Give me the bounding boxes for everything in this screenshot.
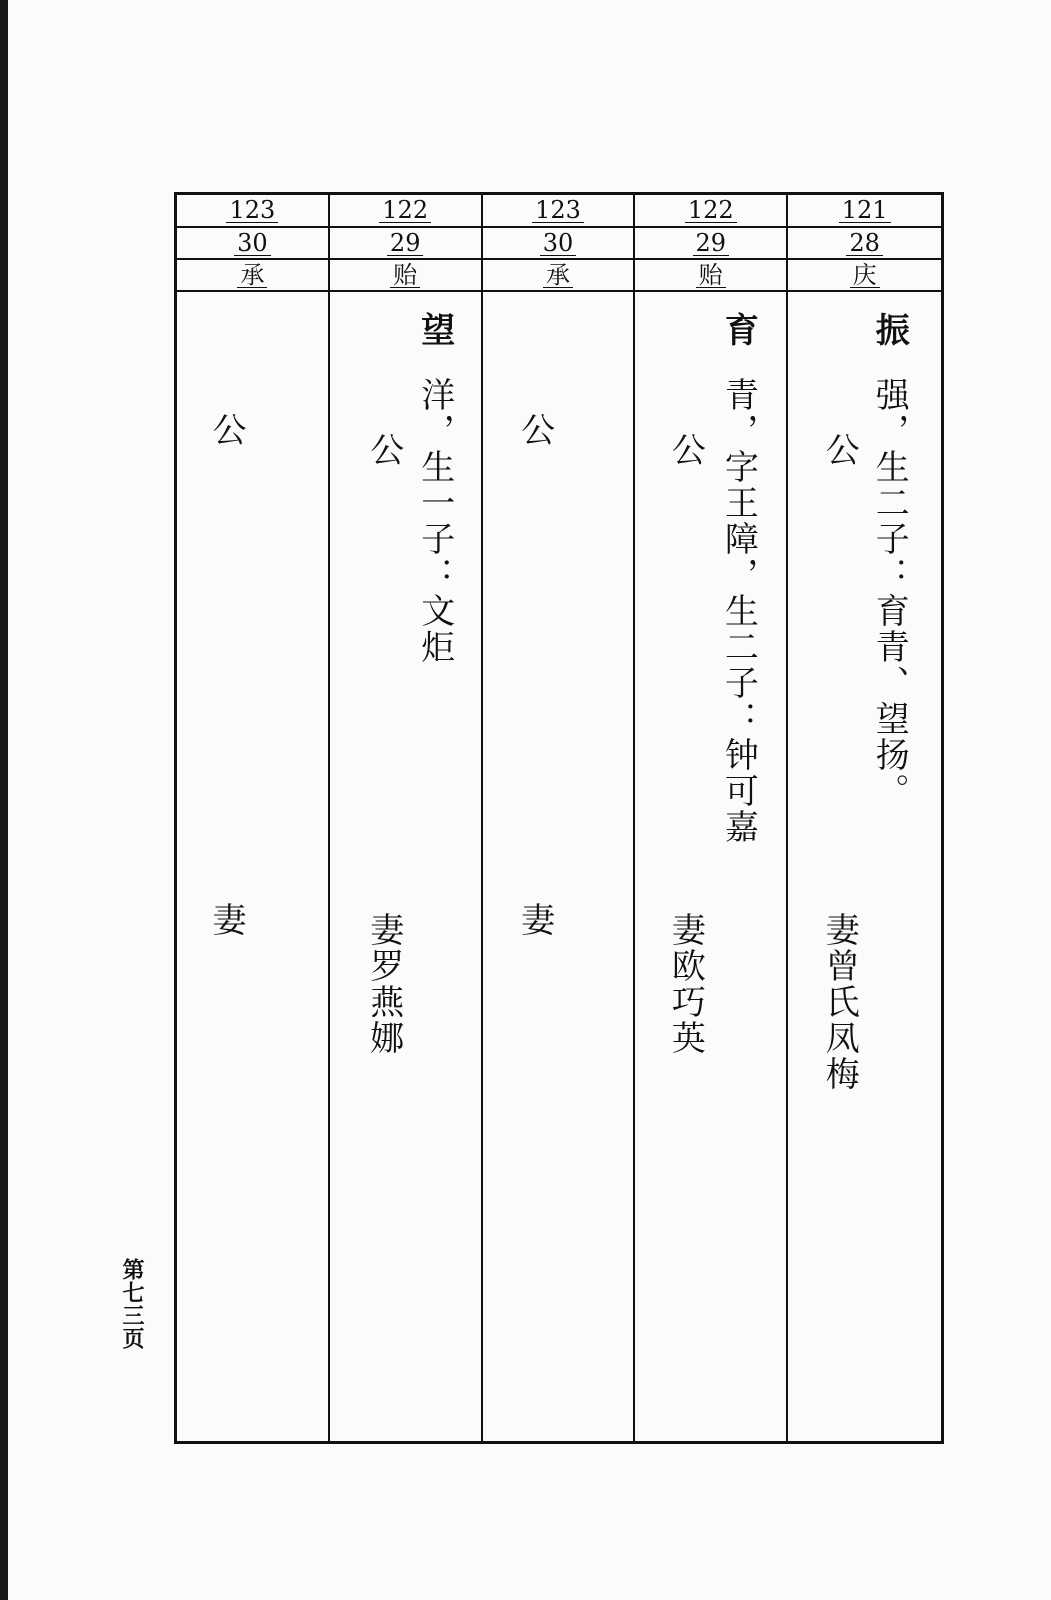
col5-body bbox=[788, 292, 941, 1441]
scan-edge bbox=[0, 0, 8, 1600]
col4-gong: 公 bbox=[665, 432, 706, 468]
col2-num-a: 122 bbox=[330, 195, 483, 228]
col3-gong: 公 bbox=[514, 412, 555, 448]
col5-given-name: 振 bbox=[869, 312, 910, 348]
col5-gong: 公 bbox=[819, 432, 860, 468]
col1-num-b: 30 bbox=[177, 228, 330, 260]
col4-body bbox=[635, 292, 788, 1441]
page-number: 第七三页 bbox=[119, 1258, 144, 1350]
col3-wife: 妻 bbox=[514, 902, 555, 938]
genealogy-table bbox=[174, 192, 944, 1444]
col4-generation-char: 贻 bbox=[635, 260, 788, 292]
col1-body bbox=[177, 292, 330, 1441]
col5-text: 强，生二子：育青、望扬。 bbox=[869, 377, 910, 809]
col4-num-a: 122 bbox=[635, 195, 788, 228]
col4-wife: 妻欧巧英 bbox=[665, 912, 706, 1056]
col5-generation-char: 庆 bbox=[788, 260, 941, 292]
col2-num-b: 29 bbox=[330, 228, 483, 260]
col1-gong: 公 bbox=[206, 412, 246, 448]
col1-wife: 妻 bbox=[206, 902, 246, 938]
col5-wife: 妻曾氏凤梅 bbox=[819, 912, 860, 1092]
col5-num-b: 28 bbox=[788, 228, 941, 260]
col4-text: 青，字王障，生二子：钟可嘉 bbox=[718, 377, 759, 845]
col3-generation-char: 承 bbox=[483, 260, 636, 292]
col3-num-a: 123 bbox=[483, 195, 636, 228]
col2-body bbox=[330, 292, 483, 1441]
col1-generation-char: 承 bbox=[177, 260, 330, 292]
col4-given-name: 育 bbox=[718, 312, 759, 348]
col2-given-name: 望 bbox=[414, 312, 455, 348]
col2-generation-char: 贻 bbox=[330, 260, 483, 292]
col4-num-b: 29 bbox=[635, 228, 788, 260]
col3-body bbox=[483, 292, 636, 1441]
col1-num-a: 123 bbox=[177, 195, 330, 228]
col2-text: 洋，生一子：文炬 bbox=[414, 377, 455, 665]
col3-num-b: 30 bbox=[483, 228, 636, 260]
col2-gong: 公 bbox=[363, 432, 404, 468]
col5-num-a: 121 bbox=[788, 195, 941, 228]
col2-wife: 妻罗燕娜 bbox=[363, 912, 404, 1056]
